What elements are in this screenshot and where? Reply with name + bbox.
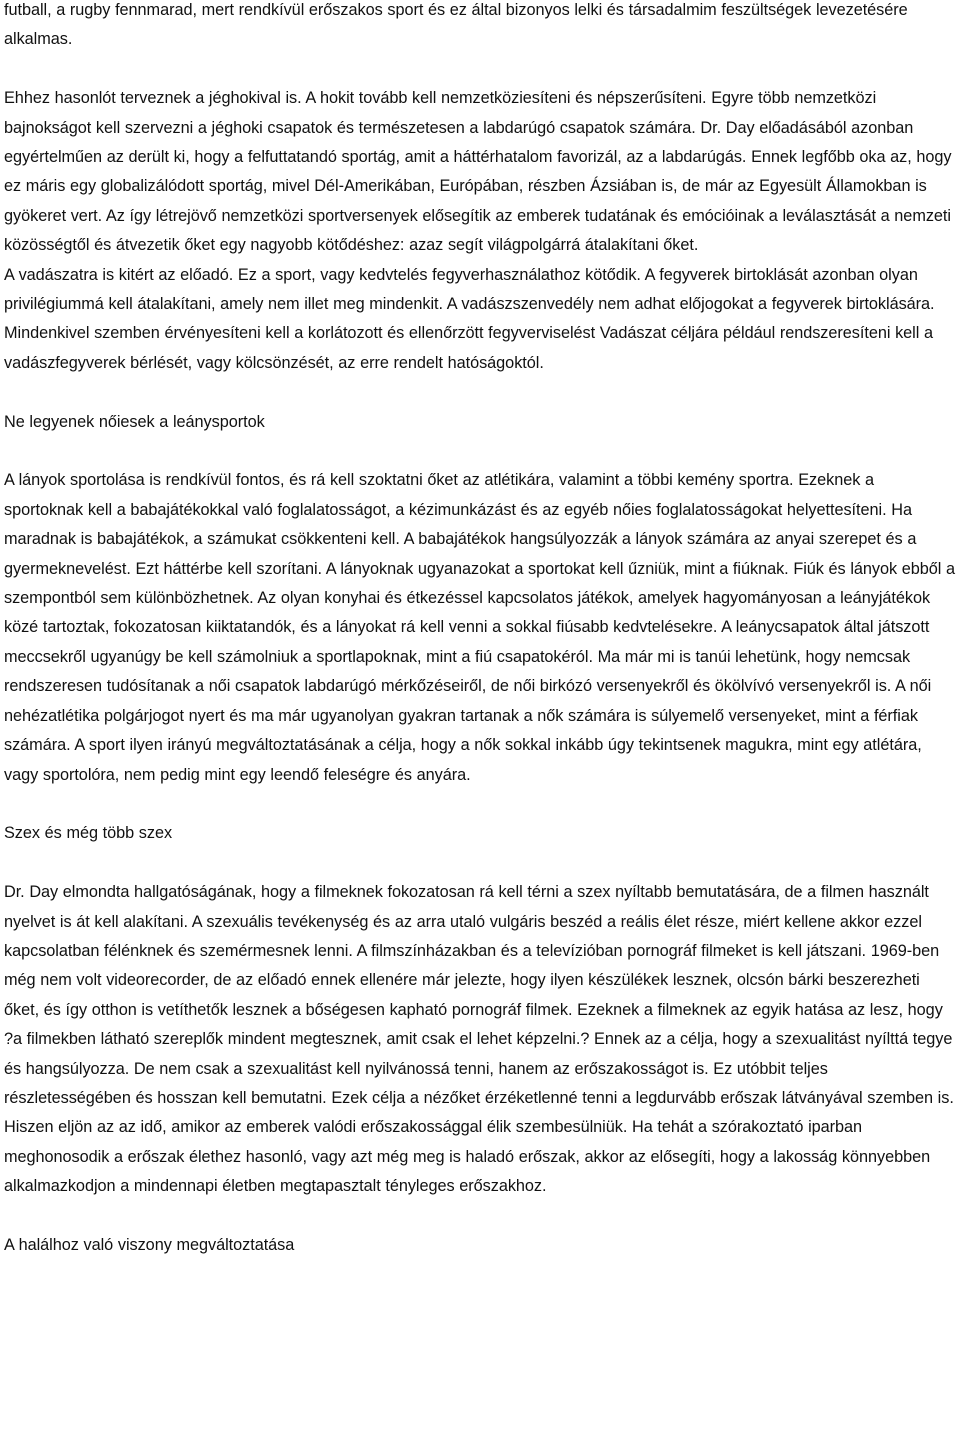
paragraph-gap (4, 437, 956, 466)
paragraph-gap (4, 790, 956, 819)
paragraph-gap (4, 55, 956, 84)
paragraph-icehockey: Ehhez hasonlót terveznek a jéghokival is. A hokit tovább kell nemzetköziesíteni és népszerűsíteni. Egyre több nemzetközi bajnokságot kell szervezni a jéghoki csapatok és természetesen a labdarúgó csapatok számára. Dr. Day előadásából azonban egyértelműen az derült ki, hogy a felfuttatandó sportág, amit a háttérhatalom favorizál, az a labdarúgás. Ennek legfőbb oka az, hogy ez máris egy globalizálódott sportág, mivel Dél-Amerikában, Európában, részben Ázsiában is, de már az Egyesült Államokban is gyökeret vert. Az így létrejövő nemzetközi sportversenyek elősegítik az emberek tudatának és emócióinak a leválasztását a nemzeti közösségtől és átvezetik őket egy nagyobb kötődéshez: azaz segít világpolgárrá átalakítani őket. (4, 89, 952, 255)
paragraph-hunting: A vadászatra is kitért az előadó. Ez a sport, vagy kedvtelés fegyverhasználathoz kötődik. A fegyverek birtoklását azonban olyan privilégiummá kell átalakítani, amely nem illet meg mindenkit. A vadászszenvedély nem adhat előjogokat a fegyverek birtoklására. Mindenkivel szemben érvényesíteni kell a korlátozott és ellenőrzött fegyverviselést Vadászat céljára például rendszeresíteni kell a vadászfegyverek bérlését, vagy kölcsönzését, az erre rendelt hatóságoktól. (4, 265, 935, 372)
paragraph-girls-sports: A lányok sportolása is rendkívül fontos, és rá kell szoktatni őket az atlétikára, valamint a többi kemény sportra. Ezeknek a sportoknak kell a babajátékokkal való foglalatosságot, a kézimunkázást és az egyéb nőies foglalatosságokat helyettesíteni. Ha maradnak is babajátékok, a számukat csökkenteni kell. A babajátékok hangsúlyozzák a lányok számára az anyai szerepet és a gyermeknevelést. Ezt háttérbe kell szorítani. A lányoknak ugyanazokat a sportokat kell űzniük, mint a fiúknak. Fiúk és lányok ebből a szempontból sem különbözhetnek. Az olyan konyhai és étkezéssel kapcsolatos játékok, amelyek hagyományosan a leányjátékok közé tartoztak, fokozatosan kiiktatandók, és a lányokat rá kell venni a sokkal fiúsabb kedvtelésekre. A leánycsapatok által játszott meccsekről ugyanúgy be kell számolniuk a sportlapoknak, mint a fiú csapatokéról. Ma már mi is tanúi lehetünk, hogy nemcsak rendszeresen tudósítanak a női csapatok labdarúgó mérkőzéseiről, de női birkózó versenyekről és ökölvívó versenyekről is. A női nehézatlétika polgárjogot nyert és ma már ugyanolyan gyakran tartanak a nők számára is súlyemelő versenyeket, mint a férfiak számára. A sport ilyen irányú megváltoztatásának a célja, hogy a nők sokkal inkább úgy tekintsenek magukra, mint egy atlétára, vagy sportolóra, nem pedig mint egy leendő feleségre és anyára. (4, 471, 956, 784)
document-page (4, 0, 956, 1260)
section-heading-death: A halálhoz való viszony megváltoztatása (4, 1235, 295, 1254)
section-heading-girls-sports: Ne legyenek nőiesek a leánysportok (4, 412, 265, 431)
paragraph-gap (4, 378, 956, 407)
paragraph-sex-films: Dr. Day elmondta hallgatóságának, hogy a filmeknek fokozatosan rá kell térni a szex nyíltabb bemutatására, de a filmen használt nyelvet is át kell alakítani. A szexuális tevékenység és az arra utaló vulgáris beszéd a reális élet része, miért kellene akkor ezzel kapcsolatban félénknek és szemérmesnek lenni. A filmszínházakban és a televízióban pornográf filmeket is kell játszani. 1969-ben még nem volt videorecorder, de az előadó ennek ellenére már jelezte, hogy ilyen készülékek lesznek, olcsón bárki beszerezheti őket, és így otthon is vetíthetők lesznek a bőségesen kapható pornográf filmek. Ezeknek a filmeknek az egyik hatása az lesz, hogy ?a filmekben látható szereplők mindent megtesznek, amit csak el lehet képzelni.? Ennek az a célja, hogy a szexualitást nyílttá tegye és hangsúlyozza. De nem csak a szexualitást kell nyilvánossá tenni, hanem az erőszakosságot is. Ez utóbbit teljes részletességében és hosszan kell bemutatni. Ezek célja a nézőket érzéketlenné tenni a legdurvább erőszak látványával szemben is. Hiszen eljön az az idő, amikor az emberek valódi erőszakossággal élik szembesülniük. Ha tehát a szórakoztató iparban meghonosodik a erőszak élethez hasonló, vagy azt még meg is haladó erőszak, akkor az elősegíti, hogy a lakosság könnyebben alkalmazkodjon a mindennapi életben megtapasztalt tényleges erőszakhoz. (4, 883, 954, 1196)
paragraph-gap (4, 849, 956, 878)
section-heading-sex: Szex és még több szex (4, 824, 173, 843)
paragraph-gap (4, 1202, 956, 1231)
paragraph-football: futball, a rugby fennmarad, mert rendkívül erőszakos sport és ez által bizonyos lelki és társadalmim feszültségek levezetésére alkalmas. (4, 1, 908, 49)
